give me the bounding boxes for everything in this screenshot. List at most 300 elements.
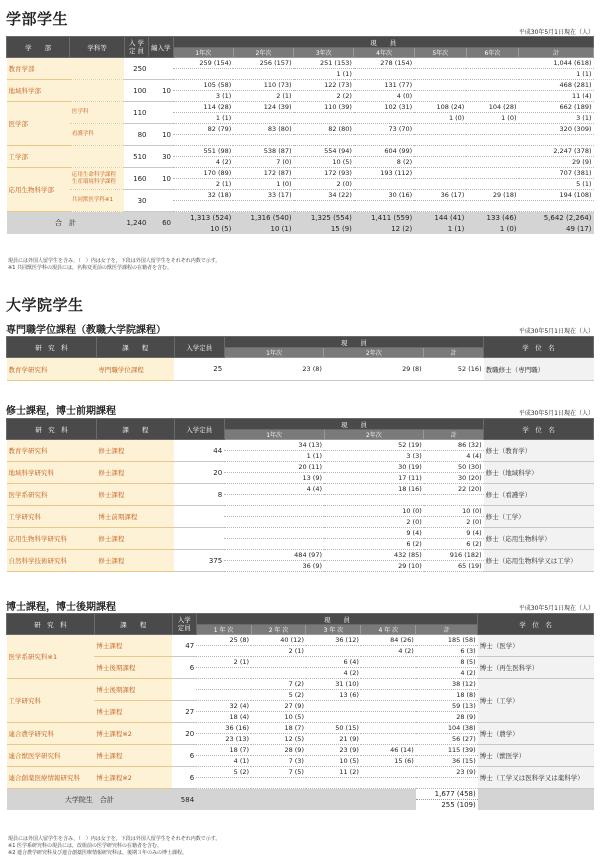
- course-cell: 博士後期課程: [94, 679, 172, 701]
- hdr-year: 4年次: [354, 48, 414, 58]
- transfer-cell: 30: [149, 146, 174, 168]
- intl-count-cell: 2 (1): [173, 179, 233, 190]
- table-row: [7, 146, 594, 157]
- count-cell: 256 (157): [233, 58, 293, 69]
- faculty-cell: 教育学部: [7, 58, 70, 80]
- capacity-cell: 510: [124, 146, 148, 168]
- count-cell: [224, 528, 324, 539]
- count-cell: 52 (16): [424, 358, 484, 381]
- table-row: [7, 168, 594, 179]
- doctor-note-2: ※1 医学系研究科の現員には，改組前の医学研究科の在籍者を含む。: [8, 843, 162, 849]
- hdr-capacity: 入 学 定 員: [124, 37, 148, 58]
- school-cell: 医学系研究科※1: [7, 635, 95, 679]
- intl-count-cell: 10 (5): [251, 712, 306, 723]
- intl-count-cell: [414, 157, 466, 168]
- count-cell: 30 (16): [354, 190, 414, 201]
- degree-cell: 博士（農学）: [478, 723, 594, 745]
- total-intl-count: 255 (109): [416, 800, 478, 811]
- intl-count-cell: 10 (5): [294, 157, 354, 168]
- intl-count-cell: 5 (2): [251, 690, 306, 701]
- dept-cell: 看護学科: [70, 124, 125, 146]
- intl-count-cell: [233, 113, 293, 124]
- hdr-year: 2年次: [324, 348, 424, 358]
- count-cell: 52 (19): [324, 440, 424, 451]
- count-cell: [224, 506, 324, 517]
- intl-count-cell: [361, 690, 416, 701]
- intl-count-cell: 10 (5): [306, 756, 361, 767]
- hdr-year: 計: [519, 48, 594, 58]
- count-cell: 104 (28): [466, 102, 518, 113]
- intl-count-cell: 56 (27): [416, 734, 478, 745]
- grad-title: 大学院学生: [6, 296, 84, 314]
- intl-count-cell: 4 (1): [196, 756, 251, 767]
- dept-cell: 応用生命科学課程 生産環境科学課程: [70, 168, 125, 190]
- count-cell: [466, 146, 518, 157]
- hdr-course: 課 程: [96, 337, 174, 358]
- intl-count-cell: 2 (0): [324, 517, 424, 528]
- capacity-cell: 8: [174, 484, 224, 506]
- count-cell: 432 (85): [324, 550, 424, 561]
- intl-count-cell: 15 (6): [361, 756, 416, 767]
- count-cell: 554 (94): [294, 146, 354, 157]
- hdr-year: 1 年 次: [196, 625, 251, 635]
- total-intl-count: 12 (2): [354, 223, 414, 234]
- intl-count-cell: [251, 778, 306, 789]
- intl-count-cell: 7 (0): [233, 157, 293, 168]
- table-row: [7, 358, 594, 381]
- count-cell: 84 (26): [361, 635, 416, 646]
- count-cell: 34 (13): [224, 440, 324, 451]
- capacity-cell: 30: [124, 190, 148, 212]
- count-cell: 31 (10): [306, 679, 361, 690]
- capacity-cell: 47: [172, 635, 196, 657]
- count-cell: 538 (87): [233, 146, 293, 157]
- capacity-cell: 80: [124, 124, 148, 146]
- intl-count-cell: [196, 778, 251, 789]
- intl-count-cell: 1 (0): [233, 179, 293, 190]
- school-cell: 教育学研究科: [7, 358, 97, 381]
- count-cell: 33 (17): [233, 190, 293, 201]
- intl-count-cell: [414, 179, 466, 190]
- count-cell: 28 (9): [251, 745, 306, 756]
- hdr-school: 研 究 科: [7, 614, 95, 635]
- total-transfer: 60: [149, 212, 174, 235]
- table-row: [7, 657, 594, 668]
- total-count: 1,677 (458): [416, 789, 478, 800]
- hdr-school: 研 究 科: [7, 419, 97, 440]
- total-label: 大学院生 合計: [7, 789, 173, 811]
- intl-count-cell: 2 (0): [424, 517, 484, 528]
- intl-count-cell: [466, 69, 518, 80]
- intl-count-cell: 12 (5): [251, 734, 306, 745]
- intl-count-cell: [224, 517, 324, 528]
- intl-count-cell: 13 (6): [306, 690, 361, 701]
- intl-count-cell: [294, 113, 354, 124]
- count-cell: 102 (31): [354, 102, 414, 113]
- capacity-cell: 6: [172, 767, 196, 789]
- total-count: 1,316 (540): [233, 212, 293, 224]
- intl-count-cell: 21 (9): [306, 734, 361, 745]
- school-cell: 連合農学研究科: [7, 723, 95, 745]
- total-count: 144 (41): [414, 212, 466, 224]
- count-cell: 916 (182): [424, 550, 484, 561]
- intl-count-cell: [324, 495, 424, 506]
- count-cell: 82 (80): [294, 124, 354, 135]
- intl-count-cell: [361, 712, 416, 723]
- count-cell: 110 (39): [294, 102, 354, 113]
- undergrad-note-1: 現員には外国人留学生を含み，（ ）内は女子を，下段は外国人留学生をそれぞれ内数で示す。: [8, 258, 221, 264]
- hdr-year: 4 年 次: [361, 625, 416, 635]
- transfer-cell: [149, 190, 174, 212]
- intl-count-cell: [233, 69, 293, 80]
- intl-count-cell: 1 (1): [294, 69, 354, 80]
- count-cell: 115 (39): [416, 745, 478, 756]
- table-row: [7, 679, 594, 690]
- count-cell: [196, 679, 251, 690]
- total-empty: [196, 789, 416, 811]
- school-cell: 連合獣医学研究科: [7, 745, 95, 767]
- count-cell: 9 (4): [324, 528, 424, 539]
- doctor-note-3: ※2 連合農学研究科及び連合創薬医療情報研究科は，後期３年のみの博士課程。: [8, 850, 187, 856]
- count-cell: [306, 701, 361, 712]
- hdr-year: 計: [424, 348, 484, 358]
- capacity-cell: [174, 528, 224, 550]
- capacity-cell: [172, 679, 196, 701]
- count-cell: 23 (9): [306, 745, 361, 756]
- master-title: 修士課程，博士前期課程: [6, 406, 116, 417]
- course-cell: 修士課程: [96, 440, 174, 462]
- prof-date: 平成30年5月1日現在（人）: [518, 328, 594, 335]
- intl-count-cell: [354, 135, 414, 146]
- course-cell: 博士課程: [94, 701, 172, 723]
- intl-count-cell: 2 (2): [294, 91, 354, 102]
- intl-count-cell: 36 (9): [224, 561, 324, 572]
- table-row: [7, 58, 594, 69]
- undergrad-date: 平成30年5月1日現在（人）: [518, 29, 594, 36]
- intl-count-cell: [361, 778, 416, 789]
- capacity-cell: 27: [172, 701, 196, 723]
- faculty-cell: 工学部: [7, 146, 70, 168]
- count-cell: 185 (58): [416, 635, 478, 646]
- intl-count-cell: [306, 712, 361, 723]
- count-cell: 18 (16): [324, 484, 424, 495]
- count-cell: 38 (12): [416, 679, 478, 690]
- count-cell: 50 (15): [306, 723, 361, 734]
- intl-count-cell: [224, 495, 324, 506]
- undergrad-note-2: ※1 共同獣医学科の現員には，名称変更前の獣医学課程の在籍者を含む。: [8, 265, 172, 271]
- intl-count-cell: [196, 668, 251, 679]
- intl-count-cell: 2 (0): [294, 179, 354, 190]
- intl-count-cell: 2 (1): [233, 91, 293, 102]
- school-cell: 地域科学研究科: [7, 462, 97, 484]
- intl-count-cell: 13 (9): [224, 473, 324, 484]
- count-cell: [414, 168, 466, 179]
- intl-count-cell: 18 (8): [416, 690, 478, 701]
- count-cell: 278 (154): [354, 58, 414, 69]
- count-cell: [361, 701, 416, 712]
- hdr-current: 現 員: [224, 419, 483, 430]
- intl-count-cell: [354, 69, 414, 80]
- hdr-current: 現 員: [196, 614, 478, 625]
- table-row: [7, 484, 594, 495]
- school-cell: 工学研究科: [7, 679, 95, 723]
- count-cell: [466, 168, 518, 179]
- intl-count-cell: 1 (0): [414, 113, 466, 124]
- count-cell: 27 (9): [251, 701, 306, 712]
- hdr-course: 課 程: [96, 419, 174, 440]
- course-cell: 博士課程: [94, 635, 172, 657]
- count-cell: 32 (18): [173, 190, 233, 201]
- total-count: 5,642 (2,264): [519, 212, 594, 224]
- count-cell: 4 (4): [224, 484, 324, 495]
- intl-count-cell: [306, 778, 361, 789]
- count-cell: 259 (154): [173, 58, 233, 69]
- intl-count-cell: 11 (4): [519, 91, 594, 102]
- doctor-table: [6, 613, 594, 810]
- intl-count-cell: [354, 201, 414, 212]
- table-row: [7, 550, 594, 561]
- total-count: 1,411 (559): [354, 212, 414, 224]
- intl-count-cell: [361, 668, 416, 679]
- count-cell: 170 (89): [173, 168, 233, 179]
- intl-count-cell: [173, 135, 233, 146]
- count-cell: 36 (12): [306, 635, 361, 646]
- intl-count-cell: [519, 135, 594, 146]
- intl-count-cell: [414, 201, 466, 212]
- dept-cell: 医学科: [70, 102, 125, 124]
- hdr-current: 現 員: [173, 37, 593, 48]
- transfer-cell: [149, 102, 174, 124]
- hdr-cap: 入学 定員: [172, 614, 196, 635]
- hdr-degree: 学 位 名: [484, 337, 594, 358]
- hdr-dept: 学科等: [70, 37, 125, 58]
- intl-count-cell: [466, 201, 518, 212]
- course-cell: 修士課程: [96, 484, 174, 506]
- count-cell: 83 (80): [233, 124, 293, 135]
- intl-count-cell: 6 (3): [416, 646, 478, 657]
- capacity-cell: [174, 506, 224, 528]
- count-cell: 604 (99): [354, 146, 414, 157]
- count-cell: 82 (79): [173, 124, 233, 135]
- hdr-year: 3年次: [294, 48, 354, 58]
- hdr-year: 6年次: [466, 48, 518, 58]
- intl-count-cell: 28 (9): [416, 712, 478, 723]
- course-cell: 博士後期課程: [94, 657, 172, 679]
- count-cell: [466, 80, 518, 91]
- intl-count-cell: 4 (2): [173, 157, 233, 168]
- count-cell: 320 (309): [519, 124, 594, 135]
- count-cell: [251, 657, 306, 668]
- count-cell: 30 (19): [324, 462, 424, 473]
- hdr-current: 現 員: [224, 337, 483, 348]
- intl-count-cell: 6 (2): [424, 539, 484, 550]
- total-intl-count: 10 (1): [233, 223, 293, 234]
- count-cell: 23 (9): [416, 767, 478, 778]
- intl-count-cell: [466, 179, 518, 190]
- doctor-note-1: 現員には外国人留学生を含み，（ ）内は女子を，下段は外国人留学生をそれぞれ内数で示す。: [8, 836, 221, 842]
- intl-count-cell: 29 (9): [519, 157, 594, 168]
- hdr-transfer: 編入学: [149, 37, 174, 58]
- hdr-year: 1年次: [224, 430, 324, 440]
- count-cell: 18 (7): [251, 723, 306, 734]
- transfer-cell: [149, 58, 174, 80]
- intl-count-cell: [416, 778, 478, 789]
- count-cell: 11 (2): [306, 767, 361, 778]
- intl-count-cell: 1 (0): [466, 113, 518, 124]
- count-cell: 2,247 (378): [519, 146, 594, 157]
- count-cell: 131 (77): [354, 80, 414, 91]
- count-cell: [414, 80, 466, 91]
- count-cell: [414, 124, 466, 135]
- count-cell: 73 (70): [354, 124, 414, 135]
- hdr-year: 2年次: [324, 430, 424, 440]
- capacity-cell: 100: [124, 80, 148, 102]
- intl-count-cell: [173, 201, 233, 212]
- school-cell: 自然科学技術研究科: [7, 550, 97, 572]
- faculty-cell: 地域科学部: [7, 80, 70, 102]
- hdr-year: 2年次: [233, 48, 293, 58]
- intl-count-cell: 2 (1): [251, 646, 306, 657]
- count-cell: 662 (189): [519, 102, 594, 113]
- intl-count-cell: 7 (3): [251, 756, 306, 767]
- intl-count-cell: 65 (19): [424, 561, 484, 572]
- intl-count-cell: 5 (1): [519, 179, 594, 190]
- total-capacity: 584: [172, 789, 196, 811]
- hdr-year: 2 年 次: [251, 625, 306, 635]
- intl-count-cell: 4 (0): [354, 91, 414, 102]
- dept-cell: 共同獣医学科※1: [70, 190, 125, 212]
- intl-count-cell: [294, 135, 354, 146]
- hdr-cap: 入学定員: [174, 419, 224, 440]
- capacity-cell: 20: [172, 723, 196, 745]
- count-cell: 108 (24): [414, 102, 466, 113]
- count-cell: 50 (30): [424, 462, 484, 473]
- degree-cell: 博士（獣医学）: [478, 745, 594, 767]
- count-cell: 551 (98): [173, 146, 233, 157]
- intl-count-cell: 6 (2): [324, 539, 424, 550]
- table-row: [7, 440, 594, 451]
- intl-count-cell: [414, 135, 466, 146]
- table-row: [7, 80, 594, 91]
- count-cell: 86 (32): [424, 440, 484, 451]
- count-cell: 59 (13): [416, 701, 478, 712]
- hdr-faculty: 学 部: [7, 37, 70, 58]
- capacity-cell: 25: [174, 358, 224, 381]
- count-cell: 172 (93): [294, 168, 354, 179]
- capacity-cell: 44: [174, 440, 224, 462]
- count-cell: 9 (4): [424, 528, 484, 539]
- course-cell: 修士課程: [96, 462, 174, 484]
- doctor-date: 平成30年5月1日現在（人）: [518, 605, 594, 612]
- intl-count-cell: [224, 539, 324, 550]
- capacity-cell: 160: [124, 168, 148, 190]
- undergrad-table: [6, 36, 594, 234]
- table-row: [7, 723, 594, 734]
- count-cell: 46 (14): [361, 745, 416, 756]
- table-row: [7, 635, 594, 646]
- school-cell: 応用生物科学研究科: [7, 528, 97, 550]
- intl-count-cell: 3 (1): [173, 91, 233, 102]
- count-cell: 194 (108): [519, 190, 594, 201]
- course-cell: 博士前期課程: [96, 506, 174, 528]
- hdr-degree: 学 位 名: [478, 614, 594, 635]
- transfer-cell: 10: [149, 168, 174, 190]
- dept-cell: [70, 146, 125, 168]
- table-row: [7, 528, 594, 539]
- count-cell: 10 (0): [424, 506, 484, 517]
- degree-cell: 博士（工学又は医科学又は薬科学）: [478, 767, 594, 789]
- intl-count-cell: [306, 646, 361, 657]
- count-cell: 7 (5): [251, 767, 306, 778]
- count-cell: 34 (22): [294, 190, 354, 201]
- total-row: [7, 212, 594, 224]
- hdr-year: 1年次: [173, 48, 233, 58]
- hdr-cap: 入学定員: [174, 337, 224, 358]
- hdr-degree: 学 位 名: [484, 419, 594, 440]
- intl-count-cell: [466, 135, 518, 146]
- count-cell: 484 (97): [224, 550, 324, 561]
- count-cell: 36 (16): [196, 723, 251, 734]
- intl-count-cell: [466, 157, 518, 168]
- count-cell: [414, 146, 466, 157]
- hdr-school: 研 究 科: [7, 337, 97, 358]
- count-cell: 468 (281): [519, 80, 594, 91]
- degree-cell: 修士（教育学）: [484, 440, 594, 462]
- intl-count-cell: 1 (1): [224, 451, 324, 462]
- school-cell: 教育学研究科: [7, 440, 97, 462]
- count-cell: 124 (39): [233, 102, 293, 113]
- transfer-cell: 10: [149, 80, 174, 102]
- count-cell: 36 (17): [414, 190, 466, 201]
- count-cell: 104 (38): [416, 723, 478, 734]
- prof-table: [6, 336, 594, 381]
- degree-cell: 修士（工学）: [484, 506, 594, 528]
- intl-count-cell: [354, 113, 414, 124]
- count-cell: 25 (8): [196, 635, 251, 646]
- total-degree-empty: [478, 789, 594, 811]
- intl-count-cell: 17 (11): [324, 473, 424, 484]
- undergrad-title: 学部学生: [6, 10, 69, 28]
- count-cell: 172 (87): [233, 168, 293, 179]
- intl-count-cell: [414, 91, 466, 102]
- degree-cell: 博士（再生医科学）: [478, 657, 594, 679]
- table-row: [7, 506, 594, 517]
- count-cell: 32 (4): [196, 701, 251, 712]
- intl-count-cell: 4 (2): [306, 668, 361, 679]
- total-count: 133 (46): [466, 212, 518, 224]
- total-label: 合 計: [7, 212, 125, 235]
- count-cell: 251 (153): [294, 58, 354, 69]
- course-cell: 博士課程: [94, 745, 172, 767]
- intl-count-cell: 4 (2): [416, 668, 478, 679]
- school-cell: 医学系研究科: [7, 484, 97, 506]
- count-cell: 10 (0): [324, 506, 424, 517]
- total-intl-count: 49 (17): [519, 223, 594, 234]
- hdr-year: 計: [416, 625, 478, 635]
- intl-count-cell: 4 (4): [424, 451, 484, 462]
- total-capacity: 1,240: [124, 212, 148, 235]
- capacity-cell: 6: [172, 745, 196, 767]
- capacity-cell: 250: [124, 58, 148, 80]
- count-cell: 29 (8): [324, 358, 424, 381]
- capacity-cell: 20: [174, 462, 224, 484]
- total-row: [7, 789, 594, 800]
- degree-cell: 博士（医学）: [478, 635, 594, 657]
- intl-count-cell: [196, 690, 251, 701]
- transfer-cell: 10: [149, 124, 174, 146]
- faculty-cell: 医学部: [7, 102, 70, 146]
- faculty-cell: 応用生物科学部: [7, 168, 70, 212]
